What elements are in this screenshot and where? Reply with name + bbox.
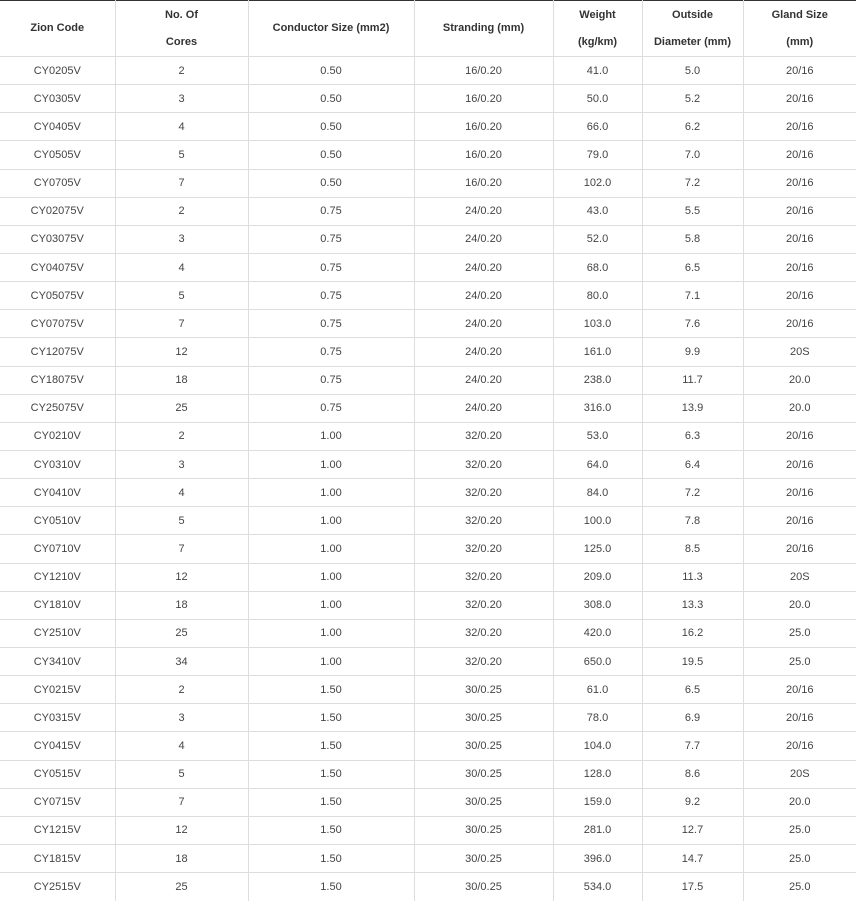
cell-no-of-cores: 25 xyxy=(115,394,248,422)
cell-gland-size: 25.0 xyxy=(743,816,856,844)
cell-no-of-cores: 5 xyxy=(115,282,248,310)
cell-weight: 534.0 xyxy=(553,873,642,901)
cell-zion-code: CY3410V xyxy=(0,647,115,675)
header-gland-size: Gland Size (mm) xyxy=(743,1,856,57)
cell-conductor-size: 0.50 xyxy=(248,85,414,113)
cell-zion-code: CY0205V xyxy=(0,57,115,85)
cell-weight: 100.0 xyxy=(553,507,642,535)
cell-weight: 53.0 xyxy=(553,422,642,450)
cell-zion-code: CY0415V xyxy=(0,732,115,760)
cell-weight: 161.0 xyxy=(553,338,642,366)
cell-outside-diameter: 7.6 xyxy=(642,310,743,338)
cell-no-of-cores: 2 xyxy=(115,197,248,225)
cell-stranding: 24/0.20 xyxy=(414,394,553,422)
cell-outside-diameter: 9.2 xyxy=(642,788,743,816)
cell-gland-size: 20/16 xyxy=(743,535,856,563)
cell-no-of-cores: 34 xyxy=(115,647,248,675)
cell-weight: 61.0 xyxy=(553,676,642,704)
cell-no-of-cores: 7 xyxy=(115,310,248,338)
table-row xyxy=(0,647,856,675)
cell-weight: 68.0 xyxy=(553,253,642,281)
cell-gland-size: 20/16 xyxy=(743,422,856,450)
cell-gland-size: 20/16 xyxy=(743,282,856,310)
cell-zion-code: CY18075V xyxy=(0,366,115,394)
cell-outside-diameter: 7.2 xyxy=(642,479,743,507)
cell-no-of-cores: 7 xyxy=(115,788,248,816)
cell-gland-size: 20/16 xyxy=(743,225,856,253)
table-row xyxy=(0,788,856,816)
cell-no-of-cores: 12 xyxy=(115,816,248,844)
cell-weight: 50.0 xyxy=(553,85,642,113)
cell-zion-code: CY1815V xyxy=(0,844,115,872)
header-zion-code: Zion Code xyxy=(0,1,115,57)
cell-no-of-cores: 4 xyxy=(115,479,248,507)
cell-no-of-cores: 5 xyxy=(115,141,248,169)
cell-outside-diameter: 11.7 xyxy=(642,366,743,394)
cell-outside-diameter: 17.5 xyxy=(642,873,743,901)
cell-conductor-size: 1.00 xyxy=(248,422,414,450)
cell-gland-size: 20S xyxy=(743,338,856,366)
cell-gland-size: 20/16 xyxy=(743,57,856,85)
cell-gland-size: 20.0 xyxy=(743,394,856,422)
cell-gland-size: 25.0 xyxy=(743,647,856,675)
cell-gland-size: 25.0 xyxy=(743,619,856,647)
cell-outside-diameter: 11.3 xyxy=(642,563,743,591)
cell-outside-diameter: 14.7 xyxy=(642,844,743,872)
cell-conductor-size: 0.75 xyxy=(248,197,414,225)
table-row xyxy=(0,591,856,619)
cell-outside-diameter: 5.2 xyxy=(642,85,743,113)
cell-zion-code: CY0315V xyxy=(0,704,115,732)
cell-gland-size: 20S xyxy=(743,760,856,788)
cell-no-of-cores: 25 xyxy=(115,619,248,647)
cell-gland-size: 20/16 xyxy=(743,704,856,732)
cell-conductor-size: 1.00 xyxy=(248,647,414,675)
cell-no-of-cores: 2 xyxy=(115,676,248,704)
cell-zion-code: CY0705V xyxy=(0,169,115,197)
cell-conductor-size: 1.50 xyxy=(248,732,414,760)
cell-conductor-size: 1.50 xyxy=(248,873,414,901)
cell-conductor-size: 1.00 xyxy=(248,507,414,535)
cell-weight: 66.0 xyxy=(553,113,642,141)
cell-no-of-cores: 3 xyxy=(115,704,248,732)
cell-weight: 316.0 xyxy=(553,394,642,422)
cell-no-of-cores: 3 xyxy=(115,85,248,113)
cell-stranding: 30/0.25 xyxy=(414,760,553,788)
table-row xyxy=(0,338,856,366)
cell-outside-diameter: 5.8 xyxy=(642,225,743,253)
table-body xyxy=(0,57,856,901)
cell-stranding: 24/0.20 xyxy=(414,197,553,225)
cell-no-of-cores: 2 xyxy=(115,422,248,450)
table-row xyxy=(0,197,856,225)
cell-stranding: 30/0.25 xyxy=(414,676,553,704)
cell-outside-diameter: 7.2 xyxy=(642,169,743,197)
cell-no-of-cores: 7 xyxy=(115,535,248,563)
cell-no-of-cores: 4 xyxy=(115,253,248,281)
cell-weight: 396.0 xyxy=(553,844,642,872)
cell-stranding: 32/0.20 xyxy=(414,479,553,507)
cell-conductor-size: 1.50 xyxy=(248,704,414,732)
table-row xyxy=(0,113,856,141)
cell-gland-size: 20/16 xyxy=(743,253,856,281)
cell-zion-code: CY0510V xyxy=(0,507,115,535)
cell-conductor-size: 0.50 xyxy=(248,169,414,197)
cell-zion-code: CY02075V xyxy=(0,197,115,225)
cell-stranding: 30/0.25 xyxy=(414,873,553,901)
cell-conductor-size: 1.50 xyxy=(248,816,414,844)
cell-no-of-cores: 3 xyxy=(115,225,248,253)
table-row xyxy=(0,169,856,197)
header-outside-diameter: Outside Diameter (mm) xyxy=(642,1,743,57)
table-row xyxy=(0,507,856,535)
cell-outside-diameter: 6.2 xyxy=(642,113,743,141)
cell-zion-code: CY0210V xyxy=(0,422,115,450)
cell-no-of-cores: 5 xyxy=(115,760,248,788)
table-row xyxy=(0,394,856,422)
cell-gland-size: 20.0 xyxy=(743,788,856,816)
cell-no-of-cores: 5 xyxy=(115,507,248,535)
table-row xyxy=(0,732,856,760)
cell-conductor-size: 0.50 xyxy=(248,113,414,141)
cell-outside-diameter: 13.9 xyxy=(642,394,743,422)
cell-zion-code: CY25075V xyxy=(0,394,115,422)
cell-conductor-size: 0.75 xyxy=(248,310,414,338)
table-row xyxy=(0,422,856,450)
cell-no-of-cores: 18 xyxy=(115,366,248,394)
cell-outside-diameter: 8.5 xyxy=(642,535,743,563)
cell-weight: 281.0 xyxy=(553,816,642,844)
cell-zion-code: CY0505V xyxy=(0,141,115,169)
cell-outside-diameter: 9.9 xyxy=(642,338,743,366)
cell-weight: 128.0 xyxy=(553,760,642,788)
cell-weight: 102.0 xyxy=(553,169,642,197)
table-row xyxy=(0,310,856,338)
table-row xyxy=(0,535,856,563)
cell-stranding: 24/0.20 xyxy=(414,366,553,394)
cell-stranding: 30/0.25 xyxy=(414,788,553,816)
cell-no-of-cores: 12 xyxy=(115,563,248,591)
cell-zion-code: CY03075V xyxy=(0,225,115,253)
table-row xyxy=(0,676,856,704)
cell-zion-code: CY2510V xyxy=(0,619,115,647)
cell-conductor-size: 1.50 xyxy=(248,844,414,872)
cell-conductor-size: 1.50 xyxy=(248,676,414,704)
table-row xyxy=(0,563,856,591)
cell-stranding: 24/0.20 xyxy=(414,310,553,338)
cell-conductor-size: 0.75 xyxy=(248,253,414,281)
cell-stranding: 30/0.25 xyxy=(414,732,553,760)
cell-no-of-cores: 7 xyxy=(115,169,248,197)
cell-zion-code: CY1810V xyxy=(0,591,115,619)
cell-weight: 650.0 xyxy=(553,647,642,675)
cell-conductor-size: 0.75 xyxy=(248,366,414,394)
cell-stranding: 32/0.20 xyxy=(414,535,553,563)
cell-outside-diameter: 16.2 xyxy=(642,619,743,647)
cell-weight: 80.0 xyxy=(553,282,642,310)
cell-conductor-size: 0.75 xyxy=(248,394,414,422)
cell-gland-size: 20/16 xyxy=(743,113,856,141)
table-row xyxy=(0,253,856,281)
cell-outside-diameter: 8.6 xyxy=(642,760,743,788)
cell-outside-diameter: 6.9 xyxy=(642,704,743,732)
header-no-of-cores: No. Of Cores xyxy=(115,1,248,57)
table-row xyxy=(0,450,856,478)
cell-outside-diameter: 6.5 xyxy=(642,253,743,281)
cell-stranding: 24/0.20 xyxy=(414,225,553,253)
table-row xyxy=(0,57,856,85)
cell-outside-diameter: 6.5 xyxy=(642,676,743,704)
cell-weight: 209.0 xyxy=(553,563,642,591)
cell-gland-size: 20/16 xyxy=(743,450,856,478)
cell-weight: 84.0 xyxy=(553,479,642,507)
cell-zion-code: CY0515V xyxy=(0,760,115,788)
cell-zion-code: CY0715V xyxy=(0,788,115,816)
cell-stranding: 16/0.20 xyxy=(414,85,553,113)
cell-stranding: 32/0.20 xyxy=(414,450,553,478)
cell-weight: 420.0 xyxy=(553,619,642,647)
cell-zion-code: CY1215V xyxy=(0,816,115,844)
cell-zion-code: CY0215V xyxy=(0,676,115,704)
header-row xyxy=(0,1,856,57)
cell-conductor-size: 1.00 xyxy=(248,591,414,619)
table-row xyxy=(0,141,856,169)
cell-stranding: 30/0.25 xyxy=(414,704,553,732)
cell-weight: 52.0 xyxy=(553,225,642,253)
cell-conductor-size: 1.00 xyxy=(248,479,414,507)
cell-outside-diameter: 19.5 xyxy=(642,647,743,675)
cell-outside-diameter: 7.7 xyxy=(642,732,743,760)
cell-weight: 43.0 xyxy=(553,197,642,225)
header-stranding: Stranding (mm) xyxy=(414,1,553,57)
table-row xyxy=(0,619,856,647)
cell-zion-code: CY04075V xyxy=(0,253,115,281)
cell-outside-diameter: 7.8 xyxy=(642,507,743,535)
cell-no-of-cores: 3 xyxy=(115,450,248,478)
cell-stranding: 16/0.20 xyxy=(414,169,553,197)
cell-outside-diameter: 7.0 xyxy=(642,141,743,169)
cell-outside-diameter: 7.1 xyxy=(642,282,743,310)
table-row xyxy=(0,479,856,507)
cell-gland-size: 20/16 xyxy=(743,479,856,507)
cell-weight: 103.0 xyxy=(553,310,642,338)
cell-zion-code: CY0310V xyxy=(0,450,115,478)
table-row xyxy=(0,85,856,113)
cell-zion-code: CY12075V xyxy=(0,338,115,366)
cell-weight: 104.0 xyxy=(553,732,642,760)
cell-stranding: 32/0.20 xyxy=(414,591,553,619)
cell-conductor-size: 1.00 xyxy=(248,450,414,478)
cell-no-of-cores: 25 xyxy=(115,873,248,901)
cell-gland-size: 20/16 xyxy=(743,141,856,169)
cell-gland-size: 25.0 xyxy=(789,880,811,893)
cell-conductor-size: 1.00 xyxy=(248,619,414,647)
cell-stranding: 32/0.20 xyxy=(414,619,553,647)
cell-conductor-size: 0.50 xyxy=(248,141,414,169)
cell-weight: 64.0 xyxy=(553,450,642,478)
cell-no-of-cores: 18 xyxy=(115,844,248,872)
cell-gland-size: 20/16 xyxy=(743,169,856,197)
cell-zion-code: CY2515V xyxy=(0,873,115,901)
cell-outside-diameter: 5.0 xyxy=(642,57,743,85)
table-row xyxy=(0,816,856,844)
cell-gland-size: 20/16 xyxy=(743,732,856,760)
cell-no-of-cores: 18 xyxy=(115,591,248,619)
header-weight: Weight (kg/km) xyxy=(553,1,642,57)
cell-gland-size: 20.0 xyxy=(743,591,856,619)
cell-outside-diameter: 6.4 xyxy=(642,450,743,478)
cell-conductor-size: 0.50 xyxy=(248,57,414,85)
table-row xyxy=(0,282,856,310)
cell-gland-size: 20.0 xyxy=(743,366,856,394)
cell-no-of-cores: 2 xyxy=(115,57,248,85)
table-row xyxy=(0,844,856,872)
cell-zion-code: CY05075V xyxy=(0,282,115,310)
table-row xyxy=(0,873,856,901)
cell-zion-code: CY0710V xyxy=(0,535,115,563)
cell-gland-size: 20/16 xyxy=(743,310,856,338)
cell-gland-size: 20/16 xyxy=(743,676,856,704)
cell-outside-diameter: 12.7 xyxy=(642,816,743,844)
cell-gland-size: 20/16 xyxy=(743,507,856,535)
cell-zion-code: CY0410V xyxy=(0,479,115,507)
cell-zion-code: CY0405V xyxy=(0,113,115,141)
cell-conductor-size: 0.75 xyxy=(248,225,414,253)
cell-gland-size: 20S xyxy=(743,563,856,591)
cell-weight: 308.0 xyxy=(553,591,642,619)
cell-stranding: 32/0.20 xyxy=(414,647,553,675)
cell-conductor-size: 1.50 xyxy=(248,788,414,816)
table-row xyxy=(0,225,856,253)
cell-no-of-cores: 12 xyxy=(115,338,248,366)
cell-no-of-cores: 4 xyxy=(115,113,248,141)
cell-conductor-size: 0.75 xyxy=(248,338,414,366)
cell-zion-code: CY07075V xyxy=(0,310,115,338)
cell-outside-diameter: 5.5 xyxy=(642,197,743,225)
cell-stranding: 24/0.20 xyxy=(414,338,553,366)
cell-weight: 41.0 xyxy=(553,57,642,85)
header-conductor-size: Conductor Size (mm2) xyxy=(248,1,414,57)
cell-stranding: 16/0.20 xyxy=(414,141,553,169)
cell-stranding: 32/0.20 xyxy=(414,507,553,535)
cell-conductor-size: 1.00 xyxy=(248,563,414,591)
cell-outside-diameter: 13.3 xyxy=(642,591,743,619)
cell-zion-code: CY0305V xyxy=(0,85,115,113)
cell-conductor-size: 1.50 xyxy=(248,760,414,788)
cell-stranding: 24/0.20 xyxy=(414,253,553,281)
table-row xyxy=(0,366,856,394)
cell-no-of-cores: 4 xyxy=(115,732,248,760)
cell-weight: 159.0 xyxy=(553,788,642,816)
cell-weight: 238.0 xyxy=(553,366,642,394)
cell-weight: 125.0 xyxy=(553,535,642,563)
cell-gland-size: 20/16 xyxy=(743,85,856,113)
cell-outside-diameter: 6.3 xyxy=(642,422,743,450)
cell-gland-size: 25.0 xyxy=(743,844,856,872)
cell-stranding: 16/0.20 xyxy=(414,113,553,141)
cell-conductor-size: 1.00 xyxy=(248,535,414,563)
cell-weight: 78.0 xyxy=(553,704,642,732)
cell-weight: 79.0 xyxy=(553,141,642,169)
cell-stranding: 30/0.25 xyxy=(414,844,553,872)
cell-conductor-size: 0.75 xyxy=(248,282,414,310)
cell-stranding: 24/0.20 xyxy=(414,282,553,310)
cell-stranding: 16/0.20 xyxy=(414,57,553,85)
cell-stranding: 32/0.20 xyxy=(414,422,553,450)
table-row xyxy=(0,760,856,788)
cell-gland-size: 20/16 xyxy=(743,197,856,225)
cell-stranding: 32/0.20 xyxy=(414,563,553,591)
cell-stranding: 30/0.25 xyxy=(414,816,553,844)
cell-zion-code: CY1210V xyxy=(0,563,115,591)
table-row xyxy=(0,704,856,732)
